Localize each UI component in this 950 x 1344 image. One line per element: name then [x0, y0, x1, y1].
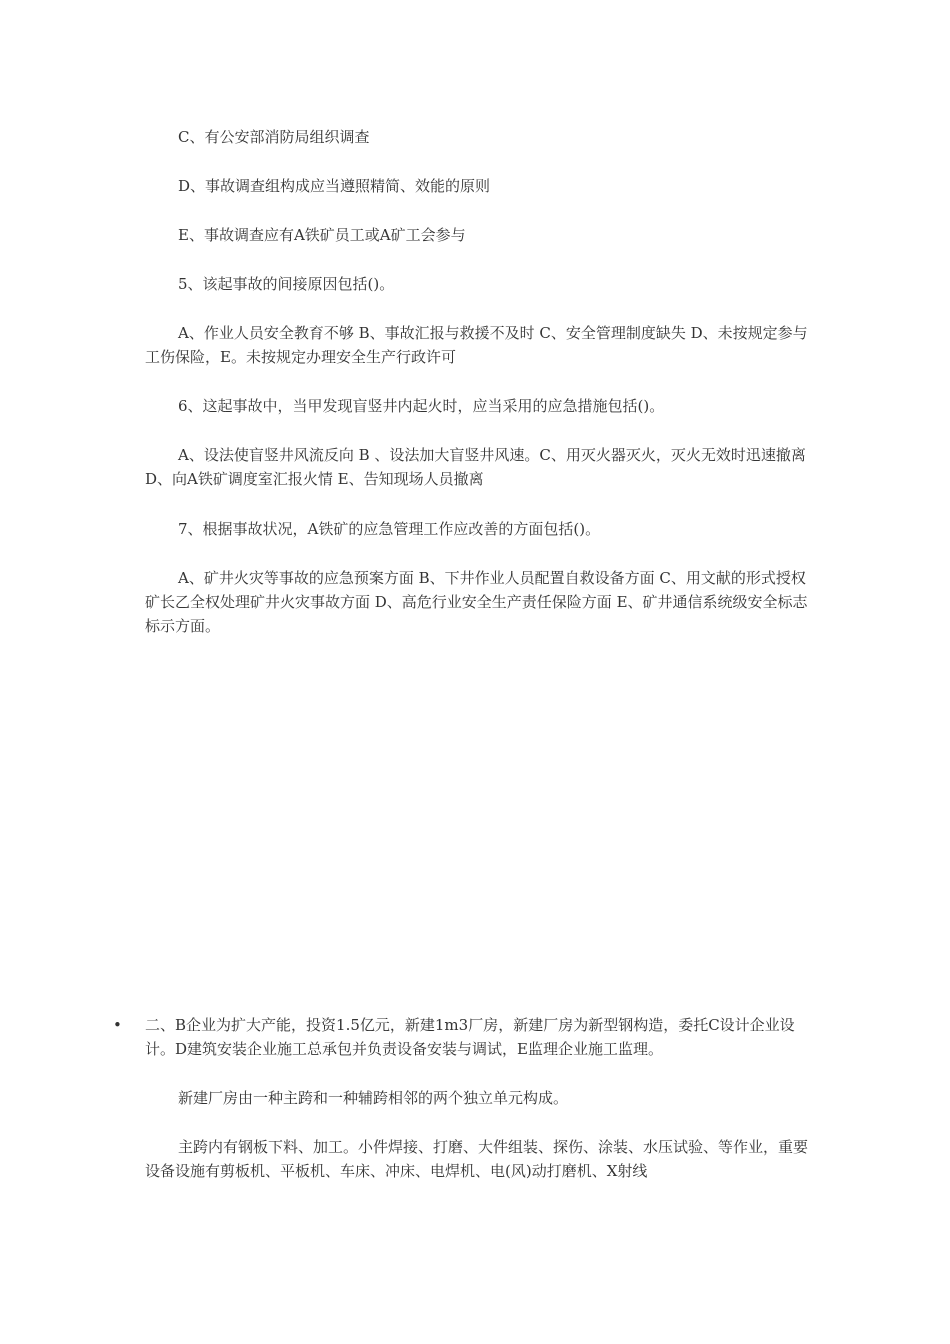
- list-bullet: •: [113, 1016, 122, 1034]
- question-7-options: A、矿井火灾等事故的应急预案方面 B、下井作业人员配置自救设备方面 C、用文献的形式授权矿长乙全权处理矿井火灾事故方面 D、高危行业安全生产责任保险方面 E、矿井通信系统级安全标志标示方面。: [145, 569, 808, 635]
- option-d-q4: D、事故调查组构成应当遵照精简、效能的原则: [178, 177, 491, 195]
- case-two-main-span: 主跨内有钢板下料、加工。小件焊接、打磨、大件组装、探伤、涂装、水压试验、等作业，重要设备设施有剪板机、平板机、车床、冲床、电焊机、电(风)动打磨机、X射线: [145, 1138, 809, 1180]
- question-6-options: A、设法使盲竖井风流反向 B 、设法加大盲竖井风速。C、用灭火器灭火，灭火无效时迅速撤离 D、向A铁矿调度室汇报火情 E、告知现场人员撤离: [145, 446, 806, 488]
- option-c-q4: C、有公安部消防局组织调查: [178, 128, 370, 146]
- case-two-plant-structure: 新建厂房由一种主跨和一种辅跨相邻的两个独立单元构成。: [178, 1089, 569, 1107]
- question-5: 5、该起事故的间接原因包括()。: [178, 275, 395, 293]
- option-e-q4: E、事故调查应有A铁矿员工或A矿工会参与: [178, 226, 466, 244]
- question-7: 7、根据事故状况，A铁矿的应急管理工作应改善的方面包括()。: [178, 520, 601, 538]
- question-5-options: A、作业人员安全教育不够 B、事故汇报与救援不及时 C、安全管理制度缺失 D、未按规定参与工伤保险，E。未按规定办理安全生产行政许可: [145, 324, 808, 366]
- question-6: 6、这起事故中，当甲发现盲竖井内起火时，应当采用的应急措施包括()。: [178, 397, 665, 415]
- case-two-intro: 二、B企业为扩大产能，投资1.5亿元，新建1m3厂房，新建厂房为新型钢构造，委托C设计企业设计。D建筑安装企业施工总承包并负责设备安装与调试，E监理企业施工监理。: [145, 1016, 795, 1058]
